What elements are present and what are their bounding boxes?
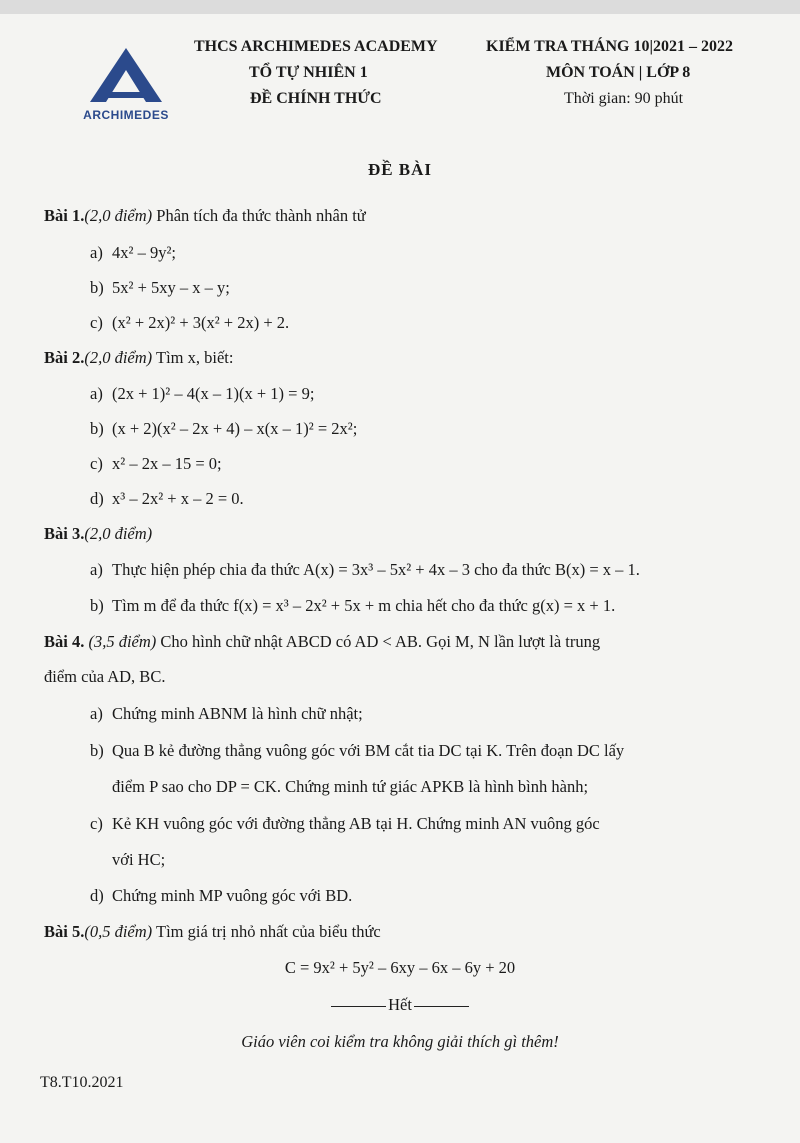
- bai2-item-d: d) x³ – 2x² + x – 2 = 0.: [90, 489, 244, 508]
- bai3-item-b: b) Tìm m để đa thức f(x) = x³ – 2x² + 5x + m chia hết cho đa thức g(x) = x + 1.: [90, 596, 616, 615]
- page-title: ĐỀ BÀI: [367, 160, 433, 179]
- logo-text: ARCHIMEDES: [83, 108, 169, 122]
- subject: MÔN TOÁN | LỚP 8: [546, 64, 691, 81]
- time-limit: Thời gian: 90 phút: [564, 90, 684, 107]
- school-logo: [66, 46, 186, 126]
- bai4-item-b-cont: điểm P sao cho DP = CK. Chứng minh tứ giác APKB là hình bình hành;: [112, 777, 589, 796]
- bai1-heading: Bài 1.(2,0 điểm) Phân tích đa thức thành nhân tử: [44, 206, 366, 225]
- bai3-item-a: a) Thực hiện phép chia đa thức A(x) = 3x³ – 5x² + 4x – 3 cho đa thức B(x) = x – 1.: [90, 560, 640, 579]
- top-bar: [0, 0, 800, 14]
- proctor-note: Giáo viên coi kiểm tra không giải thích gì thêm!: [241, 1032, 559, 1051]
- bai2-item-b: b) (x + 2)(x² – 2x + 4) – x(x – 1)² = 2x²;: [90, 419, 358, 438]
- bai2-item-a: a) (2x + 1)² – 4(x – 1)(x + 1) = 9;: [90, 384, 315, 403]
- exam-page: [0, 14, 800, 1143]
- bai4-item-d: d) Chứng minh MP vuông góc với BD.: [90, 886, 353, 905]
- bai2-item-c: c) x² – 2x – 15 = 0;: [90, 454, 222, 473]
- bai4-item-a: a) Chứng minh ABNM là hình chữ nhật;: [90, 704, 363, 723]
- bai4-heading-cont: điểm của AD, BC.: [44, 667, 166, 686]
- bai4-item-b: b) Qua B kẻ đường thẳng vuông góc với BM cắt tia DC tại K. Trên đoạn DC lấy: [90, 741, 625, 760]
- exam-name: KIỂM TRA THÁNG 10|2021 – 2022: [486, 38, 733, 55]
- bai1-item-b: b) 5x² + 5xy – x – y;: [90, 278, 230, 297]
- bai5-heading: Bài 5.(0,5 điểm) Tìm giá trị nhỏ nhất của biểu thức: [44, 922, 381, 941]
- bai1-item-c: c) (x² + 2x)² + 3(x² + 2x) + 2.: [90, 313, 290, 332]
- school-name: THCS ARCHIMEDES ACADEMY: [194, 38, 438, 55]
- end-marker: Hết: [0, 995, 800, 1015]
- bai5-formula: C = 9x² + 5y² – 6xy – 6x – 6y + 20: [284, 958, 516, 977]
- bai1-item-a: a) 4x² – 9y²;: [90, 243, 176, 262]
- bai4-item-c-cont: với HC;: [112, 850, 166, 869]
- bai2-heading: Bài 2.(2,0 điểm) Tìm x, biết:: [44, 348, 234, 367]
- bai4-item-c: c) Kẻ KH vuông góc với đường thẳng AB tại H. Chứng minh AN vuông góc: [90, 814, 600, 833]
- exam-code: T8.T10.2021: [40, 1074, 124, 1091]
- department: TỔ TỰ NHIÊN 1: [249, 64, 368, 81]
- official-label: ĐỀ CHÍNH THỨC: [250, 90, 382, 107]
- archimedes-logo-icon: [88, 46, 164, 104]
- bai4-heading: Bài 4. (3,5 điểm) Cho hình chữ nhật ABCD có AD < AB. Gọi M, N lần lượt là trung: [44, 632, 601, 651]
- bai3-heading: Bài 3.(2,0 điểm): [44, 524, 153, 543]
